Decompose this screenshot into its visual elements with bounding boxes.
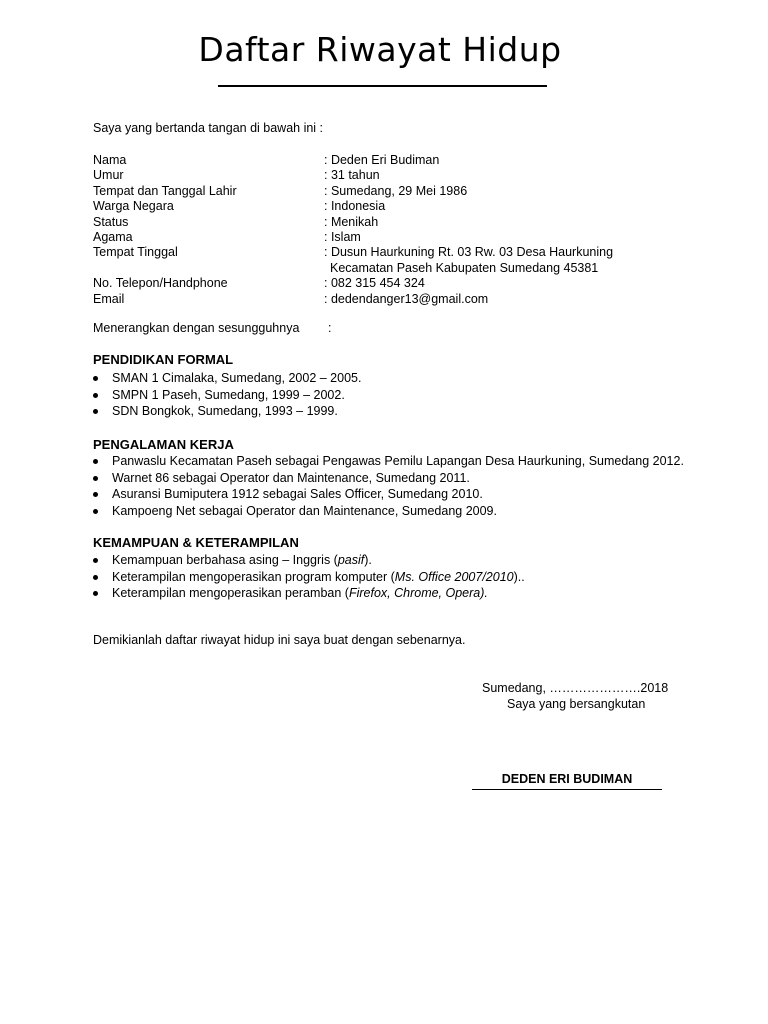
declaration-row <box>93 321 331 336</box>
identity-value <box>324 276 693 291</box>
skills-item-text: Kemampuan berbahasa asing – Inggris ( <box>112 553 338 567</box>
skills-item-suffix: ).. <box>513 569 525 584</box>
signature-date: Sumedang, ………………….2018 <box>482 681 669 695</box>
experience-item: Asuransi Bumiputera 1912 sebagai Sales Officer, Sumedang 2010. <box>93 487 684 504</box>
identity-value-text: : Islam <box>324 230 361 245</box>
skills-item <box>93 570 525 587</box>
identity-row <box>93 276 693 291</box>
experience-list <box>93 454 684 520</box>
identity-row <box>93 292 693 307</box>
signature-name: DEDEN ERI BUDIMAN <box>472 772 662 790</box>
skills-heading: KEMAMPUAN & KETERAMPILAN <box>93 535 299 550</box>
skills-item-suffix: ). <box>364 553 372 567</box>
title-underline <box>218 85 547 87</box>
identity-label: Tempat Tinggal <box>93 245 178 260</box>
identity-row <box>93 199 693 214</box>
skills-item <box>93 586 525 603</box>
identity-row <box>93 153 693 168</box>
signature-role: Saya yang bersangkutan <box>507 697 646 711</box>
education-list <box>93 371 361 421</box>
education-item: SDN Bongkok, Sumedang, 1993 – 1999. <box>93 404 361 421</box>
identity-label: Agama <box>93 230 133 245</box>
identity-label: Status <box>93 214 129 229</box>
identity-value-text: : Menikah <box>324 214 379 229</box>
identity-label: No. Telepon/Handphone <box>93 276 228 291</box>
identity-label: Email <box>93 291 125 306</box>
skills-item-text: Keterampilan mengoperasikan program komputer ( <box>112 569 395 584</box>
identity-label: Umur <box>93 168 124 183</box>
skills-item-italic: pasif <box>337 553 365 567</box>
intro-text: Saya yang bertanda tangan di bawah ini : <box>93 121 324 135</box>
education-item: SMPN 1 Paseh, Sumedang, 1999 – 2002. <box>93 388 361 405</box>
identity-row <box>93 245 693 276</box>
identity-value-text: : Deden Eri Budiman <box>324 153 440 167</box>
identity-value-continued: Kecamatan Paseh Kabupaten Sumedang 45381 <box>330 260 599 275</box>
experience-item: Panwaslu Kecamatan Paseh sebagai Pengawas Pemilu Lapangan Desa Haurkuning, Sumedang 2012. <box>93 454 684 471</box>
education-heading: PENDIDIKAN FORMAL <box>93 352 234 367</box>
experience-item: Kampoeng Net sebagai Operator dan Maintenance, Sumedang 2009. <box>93 504 684 521</box>
identity-value-text: : Indonesia <box>324 199 386 214</box>
closing-statement: Demikianlah daftar riwayat hidup ini saya buat dengan sebenarnya. <box>93 633 466 647</box>
identity-value-text: : 082 315 454 324 <box>324 276 425 291</box>
identity-label: Warga Negara <box>93 199 174 214</box>
identity-value <box>324 168 693 183</box>
identity-value <box>324 292 693 307</box>
skills-list <box>93 553 525 603</box>
identity-value <box>324 199 693 214</box>
skills-item <box>93 553 525 570</box>
skills-item-italic: Firefox, Chrome, Opera). <box>348 586 488 601</box>
identity-row <box>93 184 693 199</box>
identity-list <box>93 153 693 307</box>
identity-row <box>93 230 693 245</box>
identity-value <box>324 245 693 276</box>
identity-value <box>324 153 693 168</box>
identity-row <box>93 168 693 183</box>
identity-value-text: : Sumedang, 29 Mei 1986 <box>324 183 468 198</box>
identity-value <box>324 184 693 199</box>
document-title: Daftar Riwayat Hidup <box>198 30 562 69</box>
skills-item-italic: Ms. Office 2007/2010 <box>394 569 514 584</box>
identity-value-text: : dedendanger13@gmail.com <box>324 291 489 306</box>
education-item: SMAN 1 Cimalaka, Sumedang, 2002 – 2005. <box>93 371 361 388</box>
experience-heading: PENGALAMAN KERJA <box>93 437 234 452</box>
experience-item: Warnet 86 sebagai Operator dan Maintenance, Sumedang 2011. <box>93 471 684 488</box>
skills-item-text: Keterampilan mengoperasikan peramban ( <box>112 586 349 601</box>
identity-label: Nama <box>93 153 127 167</box>
identity-label: Tempat dan Tanggal Lahir <box>93 183 237 198</box>
identity-row <box>93 215 693 230</box>
identity-value-text: : 31 tahun <box>324 168 380 183</box>
identity-value-text: : Dusun Haurkuning Rt. 03 Rw. 03 Desa Haurkuning <box>324 245 614 260</box>
identity-value <box>324 230 693 245</box>
declaration-colon: : <box>328 321 332 335</box>
identity-value <box>324 215 693 230</box>
declaration-label: Menerangkan dengan sesungguhnya <box>93 321 300 335</box>
